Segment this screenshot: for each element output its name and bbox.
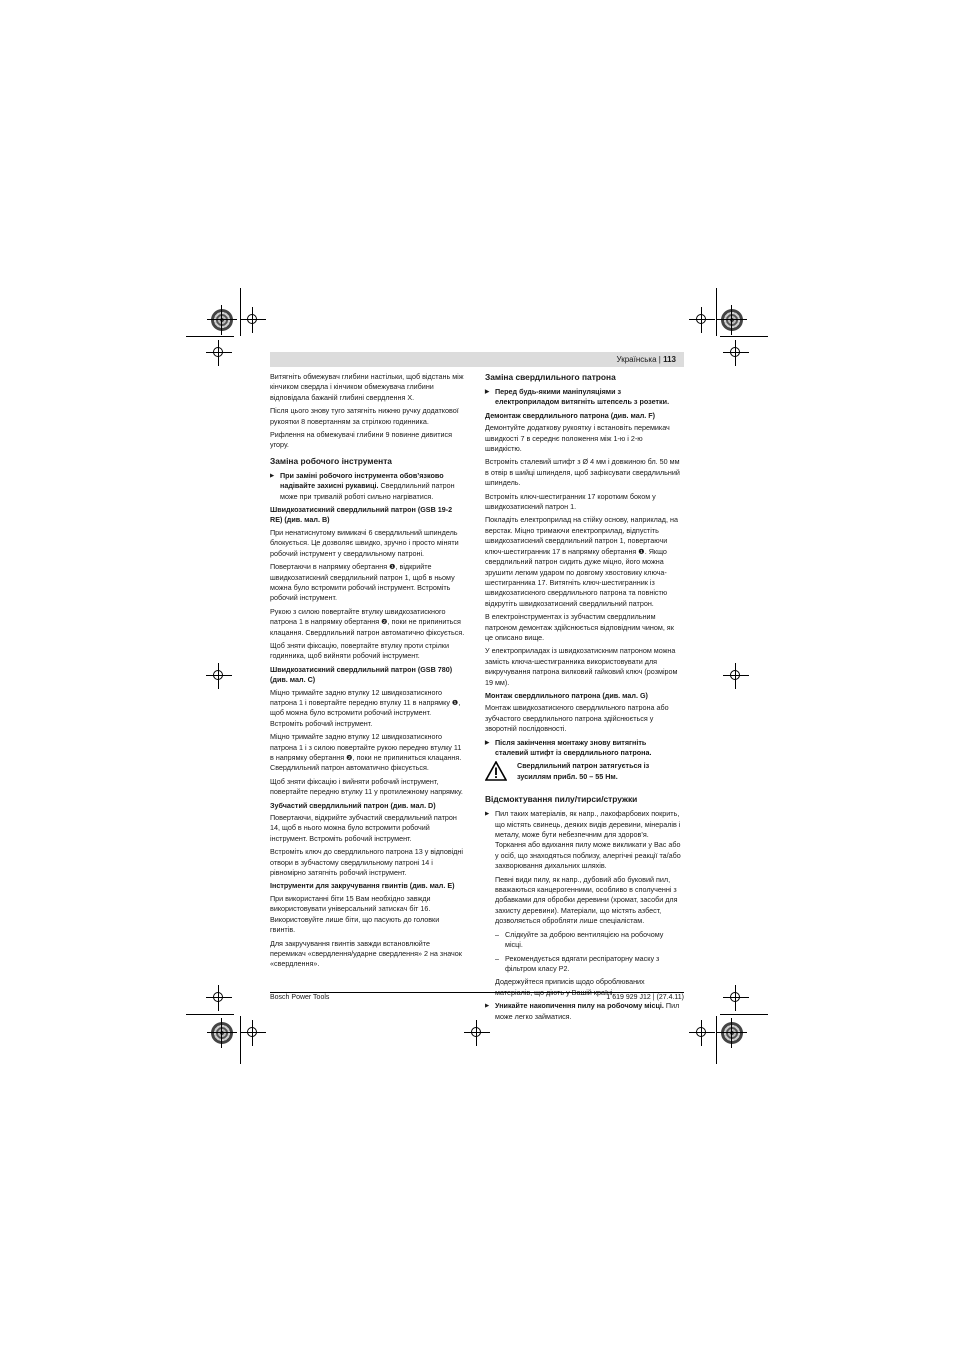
crop-mark	[240, 1016, 241, 1064]
paragraph: У електроприладах із швидкозатискним патроном можна замість ключа-шестигранника використовувати для викручування патрона вилковий гайковий ключ (розміром 19 мм).	[485, 646, 678, 687]
subsection-heading: Зубчастий свердлильний патрон (див. мал. D)	[270, 800, 436, 810]
crop-mark	[720, 1014, 768, 1015]
paragraph: Витягніть обмежувач глибини настільки, щоб відстань між кінчиком свердла і кінчиком обмежувача глибини відповідала бажаній глибині свердлення X.	[270, 372, 464, 402]
subsection-heading: Швидкозатискний свердлильний патрон (GSB 780) (див. мал. C)	[270, 664, 453, 685]
safety-bullet: ▶ Пил таких матеріалів, як напр., лакофарбових покрить, що містять свинець, деяких видів деревини, мінералів і металу, може бути небезпечним для здоров’я. Торкання або вдихання пилу може викликати у Вас або у осіб, що знаходяться поблизу, алергічні реакції та/або захворювання дихальних шляхів.	[485, 809, 681, 871]
bullet-bold-text: При заміні робочого інструмента обов’язково надівайте захисні рукавиці.	[280, 470, 444, 491]
crop-mark	[186, 1014, 234, 1015]
crosshair-icon	[723, 663, 749, 689]
registration-target-icon	[211, 309, 233, 331]
paragraph: Встроміть сталевий штифт з Ø 4 мм і довжиною бл. 50 мм в отвір в шийці шпинделя, щоб зафіксувати свердлильний шпиндель.	[485, 457, 680, 488]
paragraph: Монтаж швидкозатискного свердлильного патрона або зубчастого свердлильного патрона здійснюється у зворотній послідовності.	[485, 703, 669, 734]
paragraph: Встроміть ключ до свердлильного патрона 13 у відповідні отвори в зубчастому свердлильному патроні 14 і рівномірно затягніть робочий інструмент.	[270, 847, 463, 878]
dash-item: – Слідкуйте за доброю вентиляцією на робочому місці.	[485, 930, 681, 951]
bullet-text: Пил може легко займатися.	[495, 1001, 680, 1021]
paragraph: Рифлення на обмежувачі глибини 9 повинне дивитися угору.	[270, 430, 453, 450]
safety-bullet	[485, 1001, 681, 1022]
paragraph: Певні види пилу, як напр., дубовий або буковий пил, вважаються канцерогенними, особливо в сполученні з добавками для обробки деревини (хромат, засоби для захисту деревини). Матеріали, що містять азбест, дозволяється обробляти лише спеціалістам.	[495, 874, 678, 926]
bullet-text: Свердлильний патрон може при тривалій роботі сильно нагріватися.	[280, 481, 455, 501]
registration-target-icon	[721, 1022, 743, 1044]
paragraph: При ненатиснутому вимикачі 6 свердлильний шпиндель блокується. Це дозволяє швидко, зручно і просто міняти робочий інструмент у свердлильному патроні.	[270, 527, 459, 558]
footer-code: 1 619 929 J12 | (27.4.11)	[606, 994, 684, 1001]
header-section: Українська	[616, 355, 657, 364]
crosshair-icon	[689, 307, 715, 333]
paragraph: Покладіть електроприлад на стійку основу, наприклад, на верстак. Міцно тримаючи електроприлад, відпустіть швидкозатискний свердлильний патрон 1, повертаючи ключ-шестигранник 17 в напрямку обертання ❶. Якщо свердлильний патрон сидить дуже міцно, його можна зрушити легким ударом по довгому хвостовику ключа-шестигранника 17. Витягніть ключ-шестигранник із швидкозатискного свердлильного патрона та повністю відкрутіть швидкозатискний свердлильний патрон.	[485, 515, 678, 608]
paragraph: Після цього знову туго затягніть нижню ручку додаткової рукоятки 8 повертанням за стрілкою годинника.	[270, 406, 459, 426]
paragraph: Міцно тримайте задню втулку 12 швидкозатискного патрона 1 і повертайте передню втулку 11 в напрямку ❶, щоб можна було встромити робочий інструмент. Встроміть робочий інструмент.	[270, 687, 461, 728]
footer-brand: Bosch Power Tools	[270, 994, 330, 1001]
paragraph: Встроміть ключ-шестигранник 17 коротким боком у швидкозатискний патрон 1.	[485, 491, 656, 512]
section-heading: Заміна свердлильного патрона	[485, 372, 616, 382]
right-column	[485, 372, 681, 1025]
crosshair-icon	[723, 985, 749, 1011]
paragraph: В електроінструментах із зубчастим свердлильним патроном демонтаж здійснюється відповідним чином, як це описано вище.	[485, 612, 674, 642]
subsection-heading: Інструменти для закручування гвинтів (див. мал. E)	[270, 881, 455, 891]
footer-rule	[270, 992, 684, 993]
paragraph: Демонтуйте додаткову рукоятку і встановіть перемикач швидкості 7 в середнє положення між 1-ю і 2-ю швидкістю.	[485, 423, 670, 454]
section-heading: Заміна робочого інструмента	[270, 455, 392, 466]
subsection-heading: Монтаж свердлильного патрона (див. мал. G)	[485, 690, 648, 700]
paragraph: Повертаючи в напрямку обертання ❶, відкрийте швидкозатискний свердлильний патрон 1, щоб в ньому можна було встромити робочий інструмент. Встроміть робочий інструмент.	[270, 562, 455, 603]
paragraph: Для закручування гвинтів завжди встановлюйте перемикач «свердлення/ударне свердлення» 2 на значок «свердлення».	[270, 938, 462, 969]
crop-mark	[240, 288, 241, 336]
crosshair-icon	[723, 340, 749, 366]
crop-mark	[186, 336, 234, 337]
left-column	[270, 372, 466, 973]
registration-target-icon	[721, 309, 743, 331]
crop-mark	[716, 288, 717, 336]
crosshair-icon	[206, 340, 232, 366]
paragraph: При використанні біти 15 Вам необхідно завжди використовувати універсальний затискач біт 16. Використовуйте лише біти, що пасують до головки гвинтів.	[270, 893, 440, 935]
crosshair-icon	[240, 1020, 266, 1046]
crosshair-icon	[206, 985, 232, 1011]
subsection-heading: Демонтаж свердлильного патрона (див. мал. F)	[485, 410, 656, 420]
crop-mark	[716, 1016, 717, 1064]
warning-box	[485, 761, 681, 782]
section-heading: Відсмоктування пилу/тирси/стружки	[485, 794, 638, 805]
crosshair-icon	[240, 307, 266, 333]
registration-target-icon	[211, 1022, 233, 1044]
warning-triangle-icon	[485, 761, 507, 781]
page-number: 113	[663, 355, 676, 364]
dash-item: – Рекомендується вдягати респіраторну маску з фільтром класу P2.	[485, 954, 681, 975]
paragraph: Щоб зняти фіксацію, повертайте втулку проти стрілки годинника, щоб вийняти робочий інструмент.	[270, 640, 449, 661]
safety-bullet: ▶ Після закінчення монтажу знову витягніть сталевий штифт із свердлильного патрона.	[485, 738, 681, 759]
safety-bullet	[270, 471, 466, 502]
paragraph: Рукою з силою повертайте втулку швидкозатискного патрона 1 в напрямку обертання ❷, поки не припиниться клацання. Свердлильний патрон автоматично фіксується.	[270, 606, 465, 637]
crosshair-icon	[206, 663, 232, 689]
crosshair-icon	[689, 1020, 715, 1046]
header-text	[616, 353, 676, 366]
subsection-heading: Швидкозатискний свердлильний патрон (GSB 19-2 RE) (див. мал. B)	[270, 505, 453, 525]
safety-bullet: ▶ Перед будь-якими маніпуляціями з електроприладом витягніть штепсель з розетки.	[485, 387, 681, 408]
crop-mark	[720, 336, 768, 337]
paragraph: Щоб зняти фіксацію і вийняти робочий інструмент, повертайте передню втулку 11 у протилежному напрямку.	[270, 776, 463, 797]
warning-text: Свердлильний патрон затягується із зусиллям прибл. 50 – 55 Нм.	[517, 761, 650, 781]
paragraph: Додержуйтеся приписів щодо оброблюваних	[495, 977, 645, 987]
header-separator: |	[658, 355, 661, 364]
paragraph: Повертаючи, відкрийте зубчастий свердлильний патрон 14, щоб в нього можна було встромити робочий інструмент. Встроміть робочий інструмент.	[270, 813, 457, 843]
paragraph: Міцно тримайте задню втулку 12 швидкозатискного патрона 1 і з силою повертайте рукою передню втулку 11 в напрямку обертання ❷, поки не припиниться клацання. Свердлильний патрон автоматично фіксується.	[270, 732, 462, 773]
page-header	[270, 352, 684, 367]
bullet-bold-text: Уникайте накопичення пилу на робочому місці.	[495, 1001, 664, 1011]
